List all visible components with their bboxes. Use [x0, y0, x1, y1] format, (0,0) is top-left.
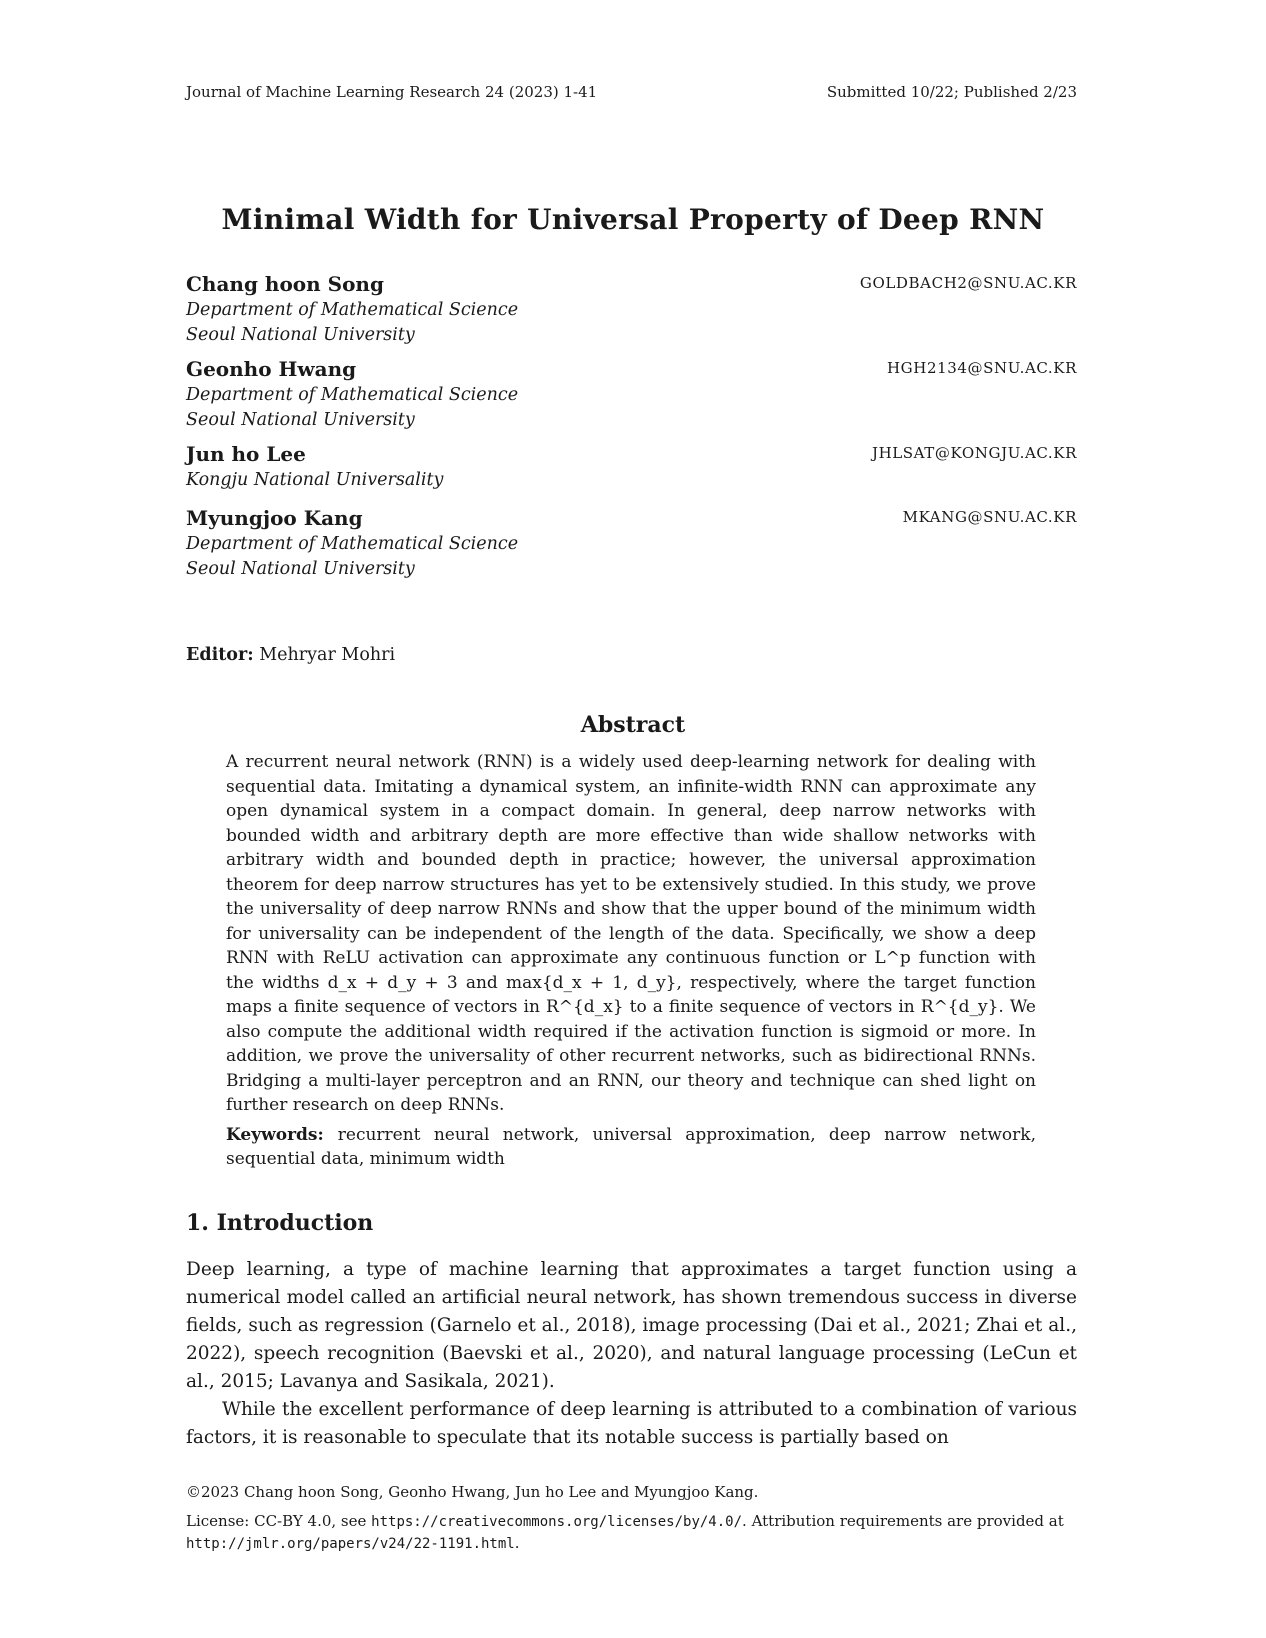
author-email: HGH2134@SNU.AC.KR: [887, 359, 1077, 377]
author-affiliation: Department of Mathematical Science: [186, 534, 519, 554]
intro-paragraph: Deep learning, a type of machine learning that approximates a target function using a numerical model called an artificial neural network, has shown tremendous success in diverse fields, such as regression (Garnelo et al., 2018), image processing (Dai et al., 2021; Zhai et al., 2022), speech recognition (Baevski et al., 2020), and natural language processing (LeCun et al., 2015; Lavanya and Sasikala, 2021).: [186, 1259, 1077, 1392]
section-heading: 1. Introduction: [186, 1210, 374, 1236]
license-mid: . Attribution requirements are provided at: [742, 1512, 1064, 1530]
author-affiliation: Seoul National University: [186, 559, 415, 579]
author-affiliation: Seoul National University: [186, 410, 415, 430]
author-name: Geonho Hwang: [186, 357, 357, 381]
author-block: [186, 440, 1077, 493]
author-name: Jun ho Lee: [186, 442, 306, 466]
editor-line: [186, 645, 395, 665]
author-affiliation: Kongju National Universality: [186, 470, 444, 490]
intro-paragraph: While the excellent performance of deep learning is attributed to a combination of various factors, it is reasonable to speculate that its notable success is partially based on: [186, 1399, 1077, 1448]
author-block: [186, 504, 1077, 582]
author-block: [186, 270, 1077, 348]
license-notice: [186, 1511, 1076, 1555]
keywords-label: Keywords:: [226, 1125, 324, 1145]
submission-dates: Submitted 10/22; Published 2/23: [826, 83, 1077, 101]
author-affiliation: Department of Mathematical Science: [186, 385, 519, 405]
author-email: MKANG@SNU.AC.KR: [902, 508, 1077, 526]
paper-title: Minimal Width for Universal Property of Deep RNN: [221, 203, 1045, 236]
author-affiliation: Seoul National University: [186, 325, 415, 345]
author-affiliation: Department of Mathematical Science: [186, 300, 519, 320]
author-email: JHLSAT@KONGJU.AC.KR: [871, 444, 1077, 462]
abstract-text: A recurrent neural network (RNN) is a widely used deep-learning network for dealing with sequential data. Imitating a dynamical system, an infinite-width RNN can approximate any open dynamical system in a compact domain. In general, deep narrow networks with bounded width and arbitrary depth are more effective than wide shallow networks with arbitrary width and bounded depth in practice; however, the universal approximation theorem for deep narrow structures has yet to be extensively studied. In this study, we prove the universality of deep narrow RNNs and show that the upper bound of the minimum width for universality can be independent of the length of the data. Specifically, we show a deep RNN with ReLU activation can approximate any continuous function or L^p function with the widths d_x + d_y + 3 and max{d_x + 1, d_y}, respectively, where the target function maps a finite sequence of vectors in R^{d_x} to a finite sequence of vectors in R^{d_y}. We also compute the additional width required if the activation function is sigmoid or more. In addition, we prove the universality of other recurrent networks, such as bidirectional RNNs. Bridging a multi-layer perceptron and an RNN, our theory and technique can shed light on further research on deep RNNs.: [226, 752, 1036, 1115]
keywords: [226, 1123, 1036, 1171]
author-email: GOLDBACH2@SNU.AC.KR: [859, 274, 1077, 292]
author-name: Chang hoon Song: [186, 272, 384, 296]
editor-label: Editor:: [186, 645, 254, 665]
keywords-text: recurrent neural network, universal approximation, deep narrow network, sequential data, minimum width: [226, 1125, 1036, 1169]
license-end: .: [514, 1534, 520, 1552]
author-name: Myungjoo Kang: [186, 506, 363, 530]
license-prefix: License: CC-BY 4.0, see: [186, 1512, 372, 1530]
license-link[interactable]: https://creativecommons.org/licenses/by/4.0/: [371, 1514, 743, 1530]
copyright-notice: ©2023 Chang hoon Song, Geonho Hwang, Jun ho Lee and Myungjoo Kang.: [186, 1483, 759, 1501]
journal-header: Journal of Machine Learning Research 24 (2023) 1-41: [186, 83, 598, 101]
author-block: [186, 355, 1077, 433]
abstract-heading: Abstract: [580, 712, 686, 738]
attribution-link[interactable]: http://jmlr.org/papers/v24/22-1191.html: [186, 1536, 515, 1552]
editor-name: Mehryar Mohri: [259, 645, 396, 665]
